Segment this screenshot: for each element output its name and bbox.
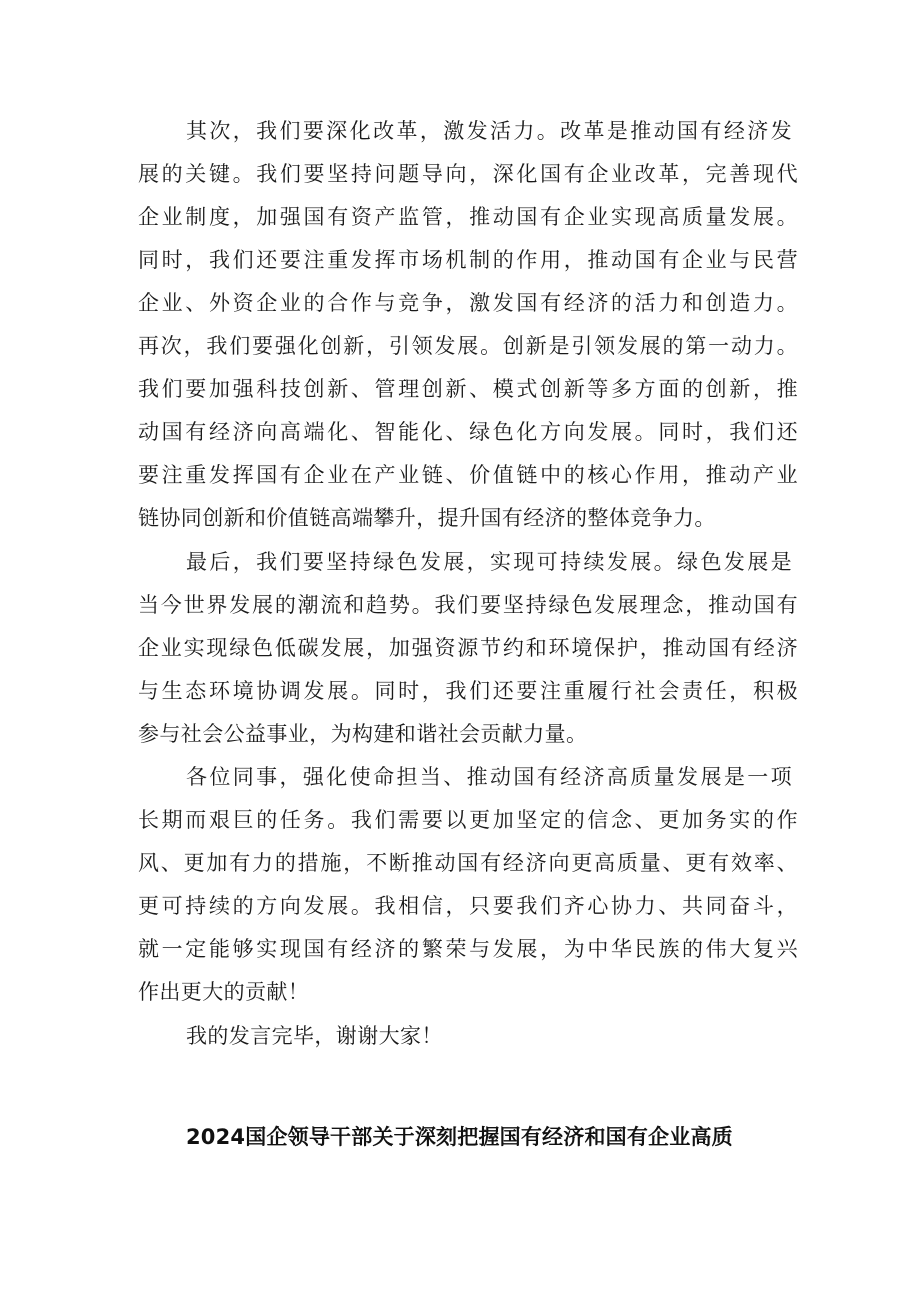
paragraph-line: 当今世界发展的潮流和趋势。我们要坚持绿色发展理念，推动国有 — [138, 593, 798, 617]
paragraph-line: 最后，我们要坚持绿色发展，实现可持续发展。绿色发展是 — [186, 550, 792, 574]
paragraph-line: 各位同事，强化使命担当、推动国有经济高质量发展是一项 — [186, 765, 792, 789]
paragraph-line: 参与社会公益事业，为构建和谐社会贡献力量。 — [138, 722, 588, 746]
paragraph-line: 链协同创新和价值链高端攀升，提升国有经济的整体竞争力。 — [138, 506, 716, 530]
paragraph-line: 长期而艰巨的任务。我们需要以更加坚定的信念、更加务实的作 — [138, 808, 798, 832]
paragraph-line: 同时，我们还要注重发挥市场机制的作用，推动国有企业与民营 — [138, 248, 798, 272]
paragraph-line: 其次，我们要深化改革，激发活力。改革是推动国有经济发 — [186, 119, 792, 143]
paragraph-line: 我们要加强科技创新、管理创新、模式创新等多方面的创新，推 — [138, 377, 798, 401]
paragraph-line: 再次，我们要强化创新，引领发展。创新是引领发展的第一动力。 — [138, 334, 798, 358]
next-section-title: 2024国企领导干部关于深刻把握国有经济和国有企业高质 — [186, 1125, 733, 1149]
paragraph-line: 企业实现绿色低碳发展，加强资源节约和环境保护，推动国有经济 — [138, 636, 798, 660]
closing-line: 我的发言完毕，谢谢大家！ — [186, 1024, 443, 1048]
paragraph-line: 就一定能够实现国有经济的繁荣与发展，为中华民族的伟大复兴 — [138, 937, 798, 961]
paragraph-line: 风、更加有力的措施，不断推动国有经济向更高质量、更有效率、 — [138, 851, 798, 875]
paragraph-line: 动国有经济向高端化、智能化、绿色化方向发展。同时，我们还 — [138, 420, 798, 444]
paragraph-line: 企业、外资企业的合作与竞争，激发国有经济的活力和创造力。 — [138, 291, 798, 315]
paragraph-line: 与生态环境协调发展。同时，我们还要注重履行社会责任，积极 — [138, 679, 798, 703]
paragraph-line: 企业制度，加强国有资产监管，推动国有企业实现高质量发展。 — [138, 205, 798, 229]
paragraph-line: 作出更大的贡献！ — [138, 980, 310, 1004]
paragraph-line: 要注重发挥国有企业在产业链、价值链中的核心作用，推动产业 — [138, 463, 798, 487]
paragraph-line: 更可持续的方向发展。我相信，只要我们齐心协力、共同奋斗， — [138, 894, 798, 918]
paragraph-line: 展的关键。我们要坚持问题导向，深化国有企业改革，完善现代 — [138, 162, 798, 186]
